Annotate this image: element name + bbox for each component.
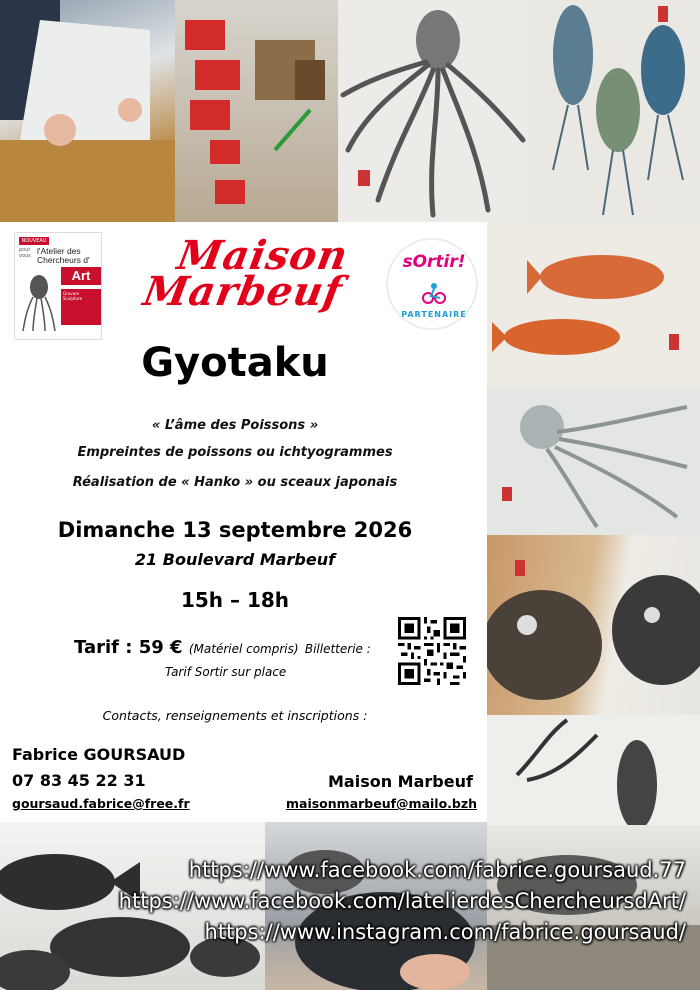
atelier-art-word: Art xyxy=(61,267,101,285)
ticketing-label: Billetterie : xyxy=(304,642,371,656)
qr-code-icon[interactable] xyxy=(398,617,466,685)
atelier-badge xyxy=(19,237,49,245)
pricing-line xyxy=(74,637,371,658)
event-date: Dimanche 13 septembre 2026 xyxy=(57,518,413,542)
sortir-partner-text: PARTENAIRE xyxy=(401,310,467,319)
sortir-word: sOrtir! xyxy=(402,252,466,272)
event-subtitle-3: Réalisation de « Hanko » ou sceaux japonais xyxy=(72,475,398,490)
venue-email-link[interactable]: maisonmarbeuf@mailo.bzh xyxy=(286,796,478,811)
contact-phone[interactable]: 07 83 45 22 31 xyxy=(12,771,146,790)
event-hours: 15h – 18h xyxy=(180,588,290,612)
atelier-small-text: pour vous xyxy=(19,247,31,259)
venue-name: Maison Marbeuf xyxy=(328,772,473,791)
pricing-line-2: Tarif Sortir sur place xyxy=(165,665,287,679)
atelier-title: l'Atelier des Chercheurs d' xyxy=(37,246,90,265)
contacts-heading: Contacts, renseignements et inscriptions : xyxy=(102,708,368,723)
squid-icon xyxy=(21,273,57,333)
workshop-paper-photo xyxy=(0,0,175,222)
price-label: Tarif : 59 € xyxy=(74,637,183,658)
cyclist-icon xyxy=(422,282,446,304)
sortir-partner-logo xyxy=(386,238,478,330)
atelier-red-block xyxy=(61,289,101,325)
facebook-link-atelier[interactable]: https://www.facebook.com/latelierdesChercheursdArt/ xyxy=(118,889,686,913)
instagram-link[interactable]: https://www.instagram.com/fabrice.goursaud/ xyxy=(204,920,686,944)
squid-prints-photo xyxy=(528,0,700,222)
fish-head-prints-photo xyxy=(487,535,700,715)
octopus-grey-print-photo xyxy=(487,387,700,535)
maison-marbeuf-logo xyxy=(140,232,370,322)
event-subtitle-2: Empreintes de poissons ou ichtyogrammes xyxy=(77,445,393,460)
contact-name: Fabrice GOURSAUD xyxy=(12,745,186,764)
social-links xyxy=(119,855,686,948)
brand-line-maison: Maison xyxy=(173,232,352,279)
hanko-stamps-photo xyxy=(175,0,338,222)
octopus-print-photo xyxy=(338,0,528,222)
price-note: (Matériel compris) xyxy=(188,642,299,656)
atelier-badge-text: NOUVEAU xyxy=(21,238,47,244)
atelier-des-chercheurs-logo xyxy=(14,232,102,340)
event-subtitle-1: « L’âme des Poissons » xyxy=(151,418,319,433)
atelier-red-text: Gravure Sculpture xyxy=(63,291,83,301)
event-address: 21 Boulevard Marbeuf xyxy=(134,550,336,569)
brand-line-marbeuf: Marbeuf xyxy=(139,268,347,315)
facebook-link-fabrice[interactable]: https://www.facebook.com/fabrice.goursaud.77 xyxy=(188,858,686,882)
contact-email-link[interactable]: goursaud.fabrice@free.fr xyxy=(12,796,190,811)
event-title: Gyotaku xyxy=(141,340,329,386)
squid-print-photo xyxy=(487,715,700,825)
red-fish-prints-photo xyxy=(487,222,700,387)
